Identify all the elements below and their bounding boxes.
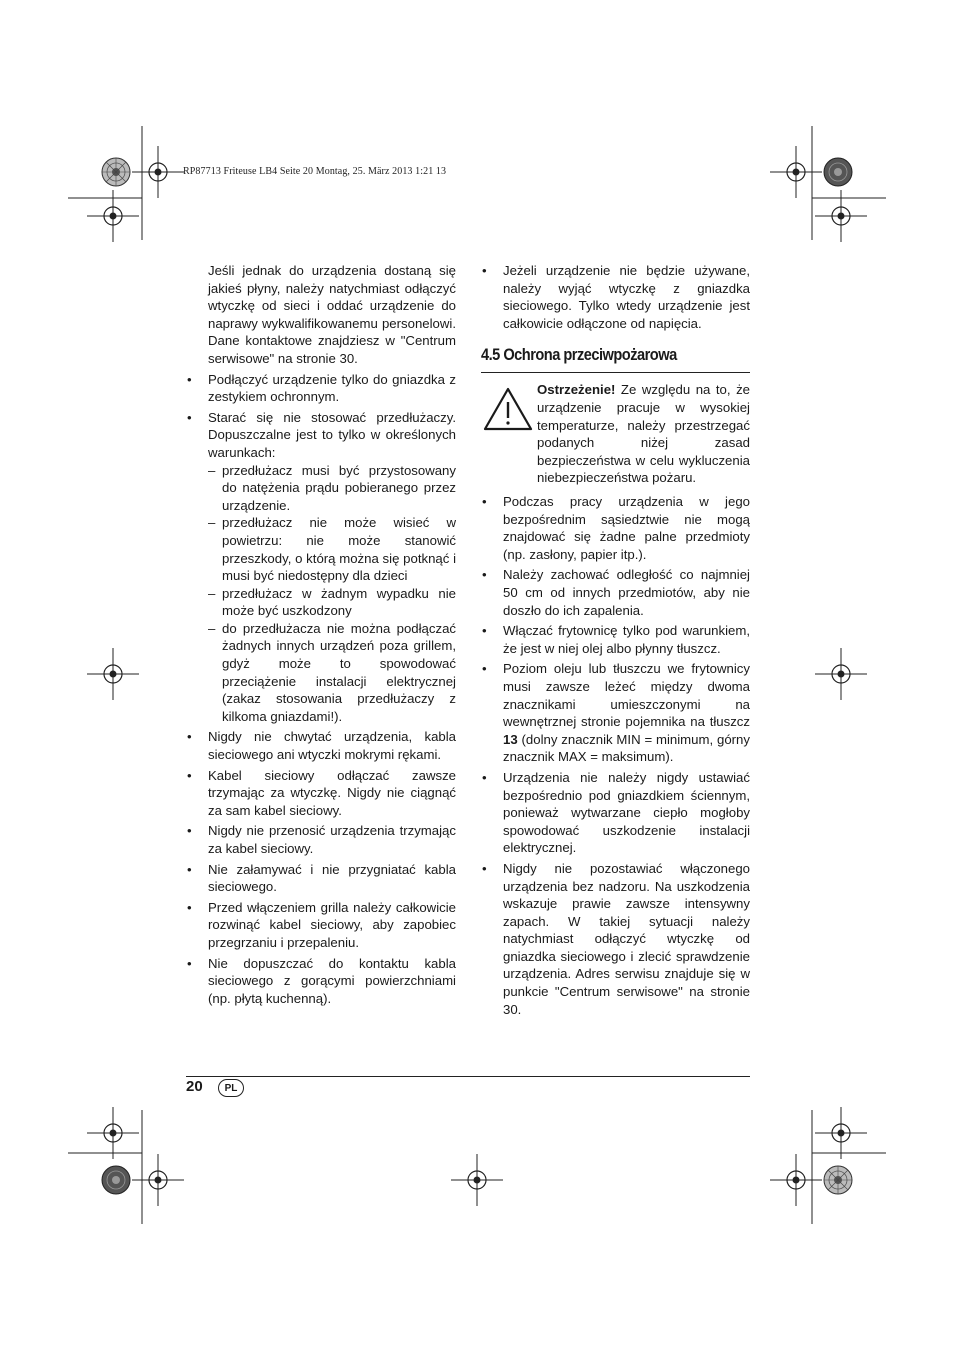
bullet-text: Nigdy nie pozostawiać włączonego urządzenia bez nadzoru. Na uszkodzenia wskazuje prawie zawsze intensywny zapach. W takiej sytuacji należy natychmiast odłączyć wtyczkę od gniazdka sieciowego i zlecić sprawdzenie urządzenia. Adres serwisu znajduje się w punkcie "Centrum serwisowe" na stronie 30. <box>503 860 750 1017</box>
bullet-text: Podczas pracy urządzenia w jego bezpośrednim sąsiedztwie nie mogą znajdować się żadne palne przedmioty (np. zasłony, papier itp.). <box>503 494 750 562</box>
list-item <box>186 767 456 820</box>
bullet-text: Nigdy nie przenosić urządzenia trzymając za kabel sieciowy. <box>208 823 456 856</box>
list-item <box>481 493 750 563</box>
dash-text: przedłużacz musi być przystosowany do natężenia prądu pobieranego przez urządzenie. <box>222 462 456 513</box>
section-title: 4.5 Ochrona przeciwpożarowa <box>481 345 677 365</box>
page-number: 20 <box>186 1078 203 1095</box>
bullet-glyph: • <box>482 769 487 785</box>
list-item <box>186 822 456 857</box>
part-reference: 13 <box>503 731 518 747</box>
bullet-glyph: • <box>482 860 487 876</box>
list-item <box>186 899 456 952</box>
warning-triangle-icon <box>483 387 533 431</box>
list-item <box>186 409 456 726</box>
bullet-glyph: • <box>187 729 192 745</box>
bullet-text: Należy zachować odległość co najmniej 50 cm od innych przedmiotów, aby nie doszło do ich zapalenia. <box>503 567 750 618</box>
dash-text: przedłużacz nie może wisieć w powietrzu: nie może stanowić przeszkody, o którą można się potknąć i musi być niedostępny dla dzieci <box>222 515 456 584</box>
bullet-glyph: • <box>187 409 192 425</box>
bullet-glyph: • <box>187 955 192 971</box>
dash-item <box>208 585 456 620</box>
language-badge: PL <box>218 1079 244 1097</box>
dash-glyph: – <box>208 515 216 531</box>
warning-text: Ze względu na to, że urządzenie pracuje w wysokiej temperaturze, należy przestrzegać podanych niżej zasad bezpieczeństwa w celu wykluczenia niebezpieczeństwa pożaru. <box>537 382 750 486</box>
bullet-text: Jeżeli urządzenie nie będzie używane, należy wyjąć wtyczkę z gniazdka sieciowego. Tylko wtedy urządzenie jest całkowicie odłączone od napięcia. <box>503 263 750 331</box>
left-column <box>186 262 456 1010</box>
bullet-text: Starać się nie stosować przedłużaczy. Dopuszczalne jest to tylko w określonych warunkach: <box>208 409 456 460</box>
dash-list <box>208 462 456 726</box>
bullet-text: Kabel sieciowy odłączać zawsze trzymając za wtyczkę. Nigdy nie ciągnąć za sam kabel sieciowy. <box>208 767 456 818</box>
intro-paragraph: Jeśli jednak do urządzenia dostaną się jakieś płyny, należy natychmiast odłączyć wtyczkę od sieci i oddać urządzenie do naprawy wykwalifikowanemu personelowi. Dane kontaktowe znajdziesz w "Centrum serwisowe" na stronie 30. <box>208 263 456 366</box>
bullet-glyph: • <box>187 767 192 783</box>
warning-label: Ostrzeżenie! <box>537 382 616 398</box>
bullet-text: Przed włączeniem grilla należy całkowicie rozwinąć kabel sieciowy, aby zapobiec przegrzaniu i przepaleniu. <box>208 899 456 950</box>
dash-text: przedłużacz w żadnym wypadku nie może być uszkodzony <box>222 585 456 619</box>
list-item <box>186 728 456 763</box>
list-item <box>481 566 750 619</box>
dash-text: do przedłużacza nie można podłączać żadnych innych urządzeń poza grillem, gdyż może to spowodować przeciążenie instalacji elektrycznej (zakaz stosowania przedłużaczy z kilkoma gniazdami!). <box>222 620 456 724</box>
footer-divider <box>186 1076 750 1077</box>
bullet-glyph: • <box>482 661 487 677</box>
bullet-text: Nigdy nie chwytać urządzenia, kabla sieciowego ani wtyczki mokrymi rękami. <box>208 729 456 763</box>
bullet-text: Nie dopuszczać do kontaktu kabla sieciowego z gorącymi powierzchniami (np. płytą kuchenną). <box>208 955 456 1006</box>
list-item <box>481 262 750 332</box>
bullet-glyph: • <box>482 263 487 278</box>
dash-glyph: – <box>208 462 216 478</box>
bullet-glyph: • <box>187 861 192 877</box>
bullet-text: Nie załamywać i nie przygniatać kabla sieciowego. <box>208 861 456 895</box>
dash-glyph: – <box>208 620 216 636</box>
list-item <box>186 955 456 1008</box>
bullet-glyph: • <box>187 371 192 387</box>
bullet-text: Włączać frytownicę tylko pod warunkiem, że jest w niej olej albo płynny tłuszcz. <box>503 623 750 656</box>
dash-item <box>208 620 456 726</box>
bullet-glyph: • <box>482 494 487 510</box>
bullet-glyph: • <box>187 823 192 839</box>
dash-item <box>208 462 456 515</box>
dash-glyph: – <box>208 585 216 601</box>
section-divider <box>481 372 750 374</box>
list-item <box>481 860 750 1018</box>
bullet-text: (dolny znacznik MIN = minimum, górny znacznik MAX = maksimum). <box>503 731 750 765</box>
list-item <box>186 861 456 896</box>
print-header: RP87713 Friteuse LB4 Seite 20 Montag, 25. März 2013 1:21 13 <box>183 166 447 177</box>
list-item <box>186 371 456 406</box>
bullet-glyph: • <box>187 899 192 915</box>
bullet-text: Podłączyć urządzenie tylko do gniazdka z zestykiem ochronnym. <box>208 371 456 405</box>
bullet-text: Poziom oleju lub tłuszczu we frytownicy musi zawsze leżeć między dwoma znacznikami umieszczonymi na wewnętrznej stronie pojemnika na tłuszcz <box>503 661 750 730</box>
bullet-glyph: • <box>482 623 487 639</box>
right-column <box>481 262 750 1021</box>
bullet-glyph: • <box>482 567 487 583</box>
dash-item <box>208 514 456 584</box>
list-item <box>481 622 750 657</box>
bullet-text: Urządzenia nie należy nigdy ustawiać bezpośrednio pod gniazdkiem ściennym, ponieważ wytwarzane ciepło mogłoby spowodować uszkodzenie instalacji elektrycznej. <box>503 769 750 856</box>
list-item <box>481 769 750 857</box>
list-item <box>481 660 750 766</box>
warning-block <box>481 381 750 487</box>
